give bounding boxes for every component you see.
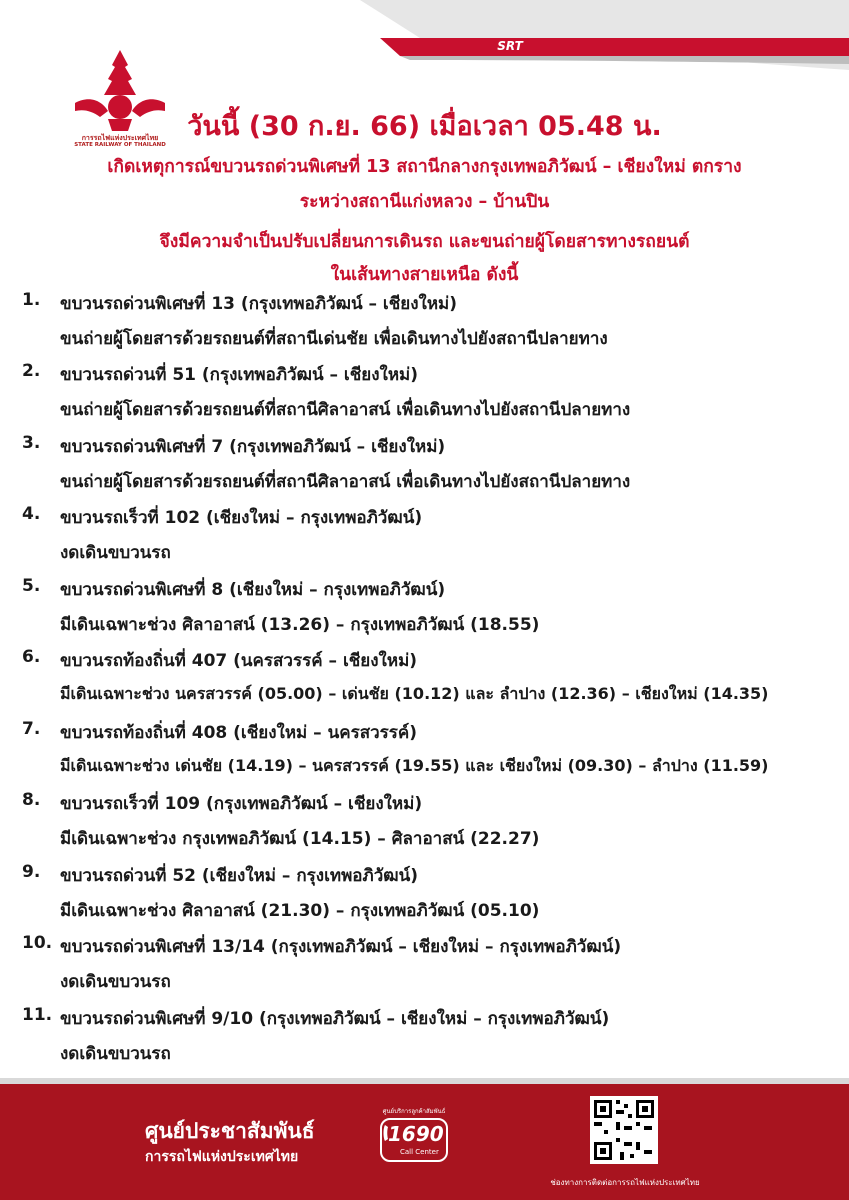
item-number: 10.	[22, 933, 53, 953]
item-number: 6.	[22, 647, 41, 667]
logo-text-english: STATE RAILWAY OF THAILAND	[74, 142, 166, 148]
item-title: ขบวนรถเร็วที่ 109 (กรุงเทพอภิวัฒน์ – เชียงใหม่)	[60, 794, 423, 814]
item-title: ขบวนรถด่วนพิเศษที่ 13/14 (กรุงเทพอภิวัฒน์ – เชียงใหม่ – กรุงเทพอภิวัฒน์)	[60, 937, 622, 957]
item-detail: มีเดินเฉพาะช่วง นครสวรรค์ (05.00) – เด่นชัย (10.12) และ ลำปาง (12.36) – เชียงใหม่ (14.35)	[60, 684, 769, 703]
list-item	[0, 504, 849, 576]
item-detail: งดเดินขบวนรถ	[60, 972, 171, 992]
item-title: ขบวนรถท้องถิ่นที่ 408 (เชียงใหม่ – นครสวรรค์)	[60, 723, 418, 743]
item-number: 8.	[22, 790, 41, 810]
item-detail: งดเดินขบวนรถ	[60, 1044, 171, 1064]
headline-incident: เกิดเหตุการณ์ขบวนรถด่วนพิเศษที่ 13 สถานีกลางกรุงเทพอภิวัฒน์ – เชียงใหม่ ตกราง	[107, 157, 742, 177]
list-item	[0, 361, 849, 433]
item-detail: ขนถ่ายผู้โดยสารด้วยรถยนต์ที่สถานีศิลาอาสน์ เพื่อเดินทางไปยังสถานีปลายทาง	[60, 472, 631, 492]
item-detail: มีเดินเฉพาะช่วง ศิลาอาสน์ (21.30) – กรุงเทพอภิวัฒน์ (05.10)	[60, 901, 540, 921]
item-detail: มีเดินเฉพาะช่วง ศิลาอาสน์ (13.26) – กรุงเทพอภิวัฒน์ (18.55)	[60, 615, 540, 635]
item-number: 4.	[22, 504, 41, 524]
footer-divider	[0, 1078, 849, 1084]
item-detail: งดเดินขบวนรถ	[60, 543, 171, 563]
item-title: ขบวนรถด่วนพิเศษที่ 13 (กรุงเทพอภิวัฒน์ – เชียงใหม่)	[60, 294, 458, 314]
item-title: ขบวนรถด่วนพิเศษที่ 8 (เชียงใหม่ – กรุงเทพอภิวัฒน์)	[60, 580, 446, 600]
item-number: 1.	[22, 290, 41, 310]
item-title: ขบวนรถด่วนพิเศษที่ 7 (กรุงเทพอภิวัฒน์ – เชียงใหม่)	[60, 437, 446, 457]
item-number: 11.	[22, 1005, 53, 1025]
item-number: 5.	[22, 576, 41, 596]
list-item	[0, 719, 849, 791]
item-detail: มีเดินเฉพาะช่วง เด่นชัย (14.19) – นครสวรรค์ (19.55) และ เชียงใหม่ (09.30) – ลำปาง (11.59)	[60, 756, 769, 775]
pr-center-subtitle: การรถไฟแห่งประเทศไทย	[145, 1149, 299, 1165]
item-detail: มีเดินเฉพาะช่วง กรุงเทพอภิวัฒน์ (14.15) – ศิลาอาสน์ (22.27)	[60, 829, 540, 849]
list-item	[0, 933, 849, 1005]
call-center-caption: ศูนย์บริการลูกค้าสัมพันธ์	[382, 1108, 446, 1115]
qr-code-icon[interactable]	[590, 1096, 658, 1164]
list-item	[0, 433, 849, 505]
item-title: ขบวนรถท้องถิ่นที่ 407 (นครสวรรค์ – เชียงใหม่)	[60, 651, 418, 671]
qr-caption: ช่องทางการติดต่อการรถไฟแห่งประเทศไทย	[550, 1178, 700, 1187]
item-number: 3.	[22, 433, 41, 453]
srt-tag: SRT	[497, 39, 523, 53]
item-detail: ขนถ่ายผู้โดยสารด้วยรถยนต์ที่สถานีเด่นชัย เพื่อเดินทางไปยังสถานีปลายทาง	[60, 329, 608, 349]
list-item	[0, 576, 849, 648]
list-item	[0, 647, 849, 719]
list-item	[0, 290, 849, 362]
list-item	[0, 790, 849, 862]
item-title: ขบวนรถด่วนพิเศษที่ 9/10 (กรุงเทพอภิวัฒน์ – เชียงใหม่ – กรุงเทพอภิวัฒน์)	[60, 1009, 610, 1029]
call-center-number[interactable]: 1690	[388, 1122, 444, 1146]
item-detail: ขนถ่ายผู้โดยสารด้วยรถยนต์ที่สถานีศิลาอาสน์ เพื่อเดินทางไปยังสถานีปลายทาง	[60, 400, 631, 420]
item-title: ขบวนรถด่วนที่ 51 (กรุงเทพอภิวัฒน์ – เชียงใหม่)	[60, 365, 418, 385]
item-number: 9.	[22, 862, 41, 882]
item-number: 2.	[22, 361, 41, 381]
list-item	[0, 862, 849, 934]
headline-route: ในเส้นทางสายเหนือ ดังนี้	[330, 265, 519, 285]
headline-notice: จึงมีความจำเป็นปรับเปลี่ยนการเดินรถ และขนถ่ายผู้โดยสารทางรถยนต์	[159, 232, 690, 252]
headline-date: วันนี้ (30 ก.ย. 66) เมื่อเวลา 05.48 น.	[187, 111, 662, 142]
call-center-label: Call Center	[400, 1148, 439, 1156]
headline-location: ระหว่างสถานีแก่งหลวง – บ้านปิน	[299, 192, 550, 212]
item-title: ขบวนรถเร็วที่ 102 (เชียงใหม่ – กรุงเทพอภิวัฒน์)	[60, 508, 423, 528]
list-item	[0, 1005, 849, 1077]
pr-center-title: ศูนย์ประชาสัมพันธ์	[145, 1119, 315, 1143]
logo-text-thai: การรถไฟแห่งประเทศไทย	[81, 134, 159, 142]
item-number: 7.	[22, 719, 41, 739]
item-title: ขบวนรถด่วนที่ 52 (เชียงใหม่ – กรุงเทพอภิวัฒน์)	[60, 866, 418, 886]
